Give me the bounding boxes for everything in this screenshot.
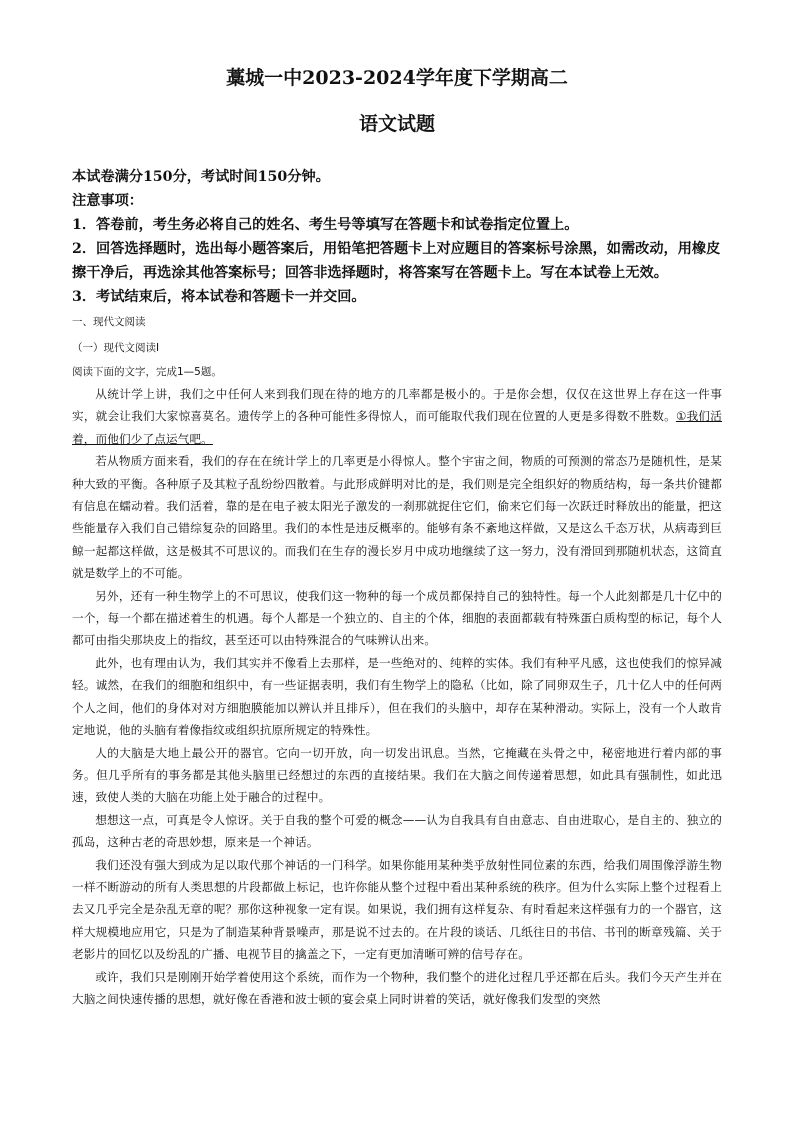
underlined-sentence-1: ①我们活着，而他们少了点运气吧。 xyxy=(72,409,723,446)
passage-paragraph-4: 此外，也有理由认为，我们其实并不像看上去那样，是一些绝对的、纯粹的实体。我们有种平凡感，这也使我们的惊异减轻。诚然，在我们的细胞和组织中，有一些证据表明，我们有生物学上的隐私（比如，除了同卵双生子，几十亿人中的任何两个人之间，他们的身体对对方细胞膜能加以辨认并且排斥），但在我们的头脑中，却存在某种滑动。实际上，没有一个人敢肯定地说，他的头脑有着像指纹或组织抗原所规定的特殊性。 xyxy=(72,655,722,738)
passage-paragraph-1 xyxy=(72,383,722,450)
notice-item-3: 3．考试结束后，将本试卷和答题卡一并交回。 xyxy=(72,289,366,305)
section-subheading: （一）现代文阅读Ⅰ xyxy=(72,342,160,354)
notice-label: 注意事项： xyxy=(72,193,143,209)
notice-item-2: 2．回答选择题时，选出每小题答案后，用铅笔把答题卡上对应题目的答案标号涂黑，如需改动，用橡皮擦干净后，再选涂其他答案标号；回答非选择题时，将答案写在答题卡上。写在本试卷上无效。 xyxy=(72,241,721,281)
passage-paragraph-6: 想想这一点，可真是令人惊讶。关于自我的整个可爱的概念——认为自我具有自由意志、自由进取心，是自主的、独立的孤岛，这种古老的奇思妙想，原来是一个神话。 xyxy=(72,812,722,850)
passage-paragraph-5: 人的大脑是大地上最公开的器官。它向一切开放，向一切发出讯息。当然，它掩藏在头骨之中，秘密地进行着内部的事务。但几乎所有的事务都是其他头脑里已经想过的东西的直接结果。我们在大脑之间传递着思想，如此具有强制性，如此迅速，致使人类的大脑在功能上处于融合的过程中。 xyxy=(72,745,722,805)
reading-prompt: 阅读下面的文字，完成1—5题。 xyxy=(72,366,222,378)
instructions-block xyxy=(72,165,722,309)
exam-subtitle: 语文试题 xyxy=(358,113,435,135)
passage-paragraph-2: 若从物质方面来看，我们的存在在统计学上的几率更是小得惊人。整个宇宙之间，物质的可预测的常态乃是随机性，是某种大致的平衡。各种原子及其粒子乱纷纷四散着。与此形成鲜明对比的是，我们则是完全组织好的物质结构，每一条共价键都有信息在蠕动着。我们活着，靠的是在电子被太阳光子激发的一刹那就捉住它们，偷来它们每一次跃迁时释放出的能量，把这些能量存入我们自己错综复杂的回路里。我们的本性是违反概率的。能够有条不紊地这样做，又是这么千态万状，从病毒到巨鲸一起都这样做，这是极其不可思议的。而我们在生存的漫长岁月中成功地继续了这一努力，没有滑回到那随机状态，这简直就是数学上的不可能。 xyxy=(72,454,722,581)
passage-paragraph-7: 我们还没有强大到成为足以取代那个神话的一门科学。如果你能用某种类乎放射性同位素的东西，给我们周围像浮游生物一样不断游动的所有人类思想的片段都做上标记，也许你能从整个过程中看出某种系统的秩序。但为什么实际上整个过程看上去又几乎完全是杂乱无章的呢？那你这种视象一定有误。如果说，我们拥有这样复杂、有时看起来这样强有力的一个器官，这样大规模地应用它，只是为了制造某种背景噪声，那是说不过去的。在片段的谈话、几纸往日的书信、书刊的断章残篇、关于老影片的回忆以及纷乱的广播、电视节目的擒盖之下，一定有更加清晰可辨的信号存在。 xyxy=(72,857,722,962)
paragraph-1-text: 从统计学上讲，我们之中任何人来到我们现在待的地方的几率都是极小的。于是你会想，仅仅在这世界上存在这一件事实，就会让我们大家惊喜莫名。遗传学上的各种可能性多得惊人，而可能取代我们现在位置的人更是多得数不胜数。 xyxy=(72,387,722,424)
passage-paragraph-8: 或许，我们只是刚刚开始学着使用这个系统，而作为一个物种，我们整个的进化过程几乎还都在后头。我们今天产生并在大脑之间快速传播的思想，就好像在香港和波士顿的宴会桌上同时讲着的笑话，就好像我们发型的突然 xyxy=(72,969,722,1006)
notice-item-1: 1．答卷前，考生务必将自己的姓名、考生号等填写在答题卡和试卷指定位置上。 xyxy=(72,217,579,233)
section-heading: 一、现代文阅读 xyxy=(72,316,146,328)
reading-passage xyxy=(72,383,722,1010)
score-time-line: 本试卷满分150分，考试时间150分钟。 xyxy=(72,169,330,185)
passage-paragraph-3: 另外，还有一种生物学上的不可思议，使我们这一物种的每一个成员都保持自己的独特性。每一个人此刻都是几十亿中的一个，每一个都在描述着生的机遇。每个人都是一个独立的、自主的个体，细胞的表面都载有特殊蛋白质构型的标记，每个人都可由指尖那块皮上的指纹，甚至还可以由特殊混合的气味辨认出来。 xyxy=(72,588,722,648)
exam-title: 藁城一中2023-2024学年度下学期高二 xyxy=(226,67,568,89)
